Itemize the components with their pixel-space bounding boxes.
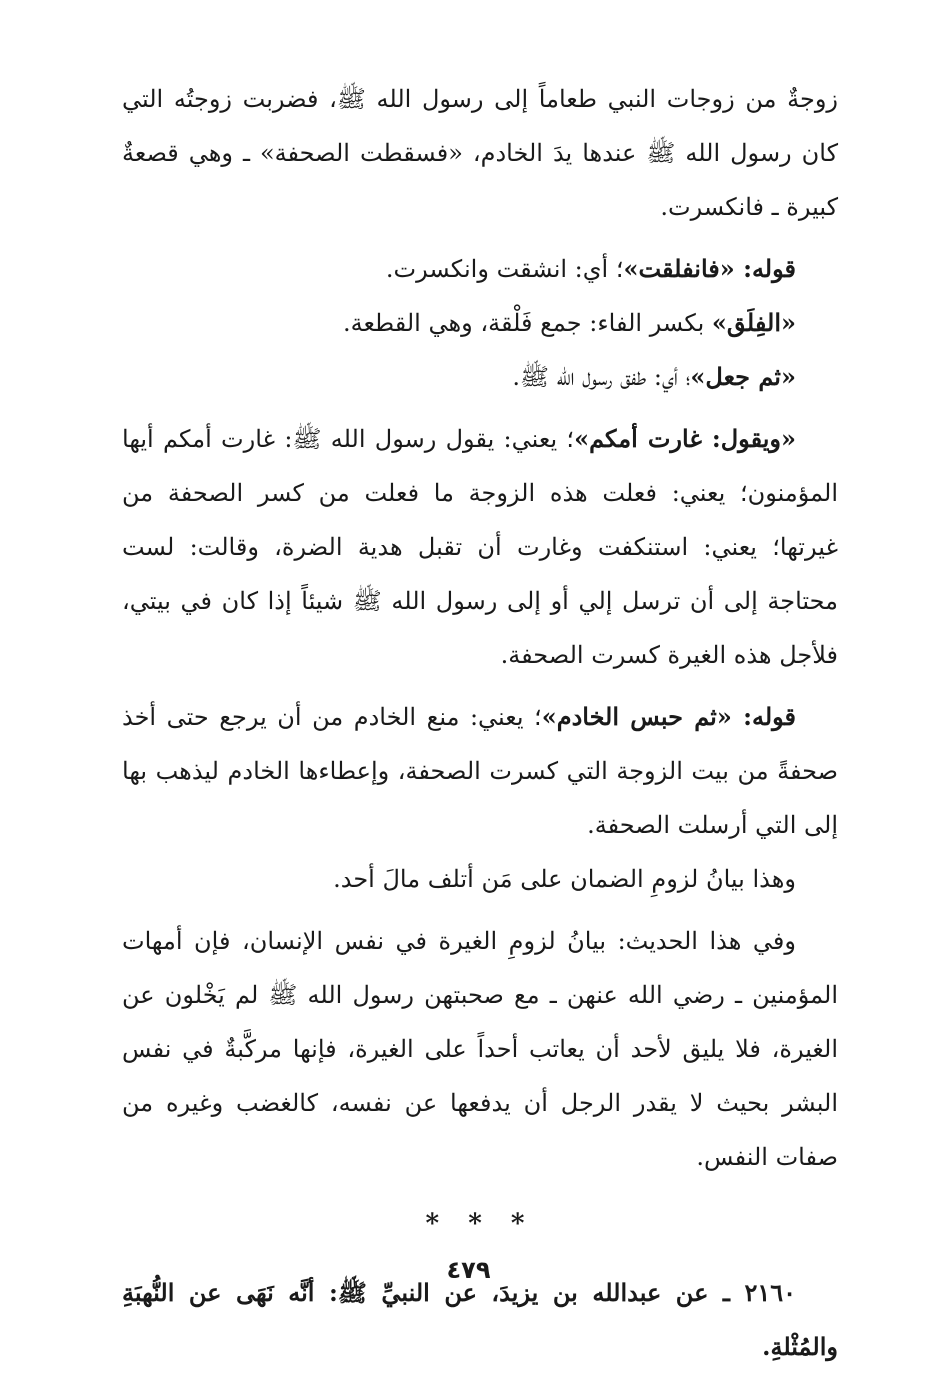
section-separator: * * * (425, 1209, 535, 1239)
paragraph-2-text: ؛ أي: انشقت وانكسرت. (385, 255, 624, 283)
paragraph-2-label: قوله: «فانفلقت» (623, 254, 796, 283)
paragraph-5-label: «ويقول: غارت أمكم» (574, 424, 796, 453)
paragraph-6-label: قوله: «ثم حبس الخادم» (541, 702, 797, 731)
page-body (122, 72, 838, 1374)
paragraph-1 (122, 72, 838, 234)
paragraph-3-text: بكسر الفاء: جمع فَلْقة، وهي القطعة. (342, 309, 712, 337)
paragraph-2 (122, 242, 838, 296)
paragraph-3-label: «الفِلَق» (711, 308, 796, 337)
paragraph-3 (122, 296, 838, 350)
paragraph-4-label: «ثم جعل» (690, 362, 796, 391)
paragraph-5-text: ؛ يعني: يقول رسول الله ﷺ: غارت أمكم أيها المؤمنون؛ يعني: فعلت هذه الزوجة ما فعلت من كسر الصحفة من غيرتها؛ يعني: استنكفت وغارت أن تقبل هدية الضرة، وقالت: لست محتاجة إلى أن ترسل إلي أو إلى رسول الله ﷺ شيئاً إذا كان في بيتي، فلأجل هذه الغيرة كسرت الصحفة. (122, 425, 838, 669)
page-number: ٤٧٩ (446, 1256, 491, 1284)
hadith-2160: ٢١٦٠ ـ عن عبدالله بن يزيدَ، عن النبيِّ ﷺ: أنَّه نَهَى عن النُّهبَةِ والمُثْلةِ. (122, 1278, 838, 1361)
paragraph-4-text: ؛ أي: طفق رسول الله ﷺ. (512, 363, 691, 391)
paragraph-8 (122, 914, 838, 1184)
paragraph-1-text: زوجةٌ من زوجات النبي طعاماً إلى رسول الله ﷺ، فضربت زوجتُه التي كان رسول الله ﷺ عندها يدَ الخادم، «فسقطت الصحفة» ـ وهي قصعةٌ كبيرة ـ فانكسرت. (122, 85, 838, 221)
paragraph-6-text: ؛ يعني: منع الخادم من أن يرجع حتى أخذ صحفةً من بيت الزوجة التي كسرت الصحفة، وإعطاءها الخادم ليذهب بها إلى التي أرسلت الصحفة. (122, 703, 838, 839)
paragraph-8-text: وفي هذا الحديث: بيانُ لزومِ الغيرة في نفس الإنسان، فإن أمهات المؤمنين ـ رضي الله عنهن ـ مع صحبتهن رسول الله ﷺ لم يَخْلون عن الغيرة، فلا يليق لأحد أن يعاتب أحداً على الغيرة، فإنها مركَّبةٌ في نفس البشر بحيث لا يقدر الرجل أن يدفعها عن نفسه، كالغضب وغيره من صفات النفس. (122, 927, 838, 1171)
paragraph-4 (122, 350, 838, 404)
paragraph-7-text: وهذا بيانُ لزومِ الضمان على مَن أتلف مالَ أحد. (333, 865, 796, 893)
paragraph-7 (122, 852, 838, 906)
paragraph-5 (122, 412, 838, 682)
paragraph-6 (122, 690, 838, 852)
